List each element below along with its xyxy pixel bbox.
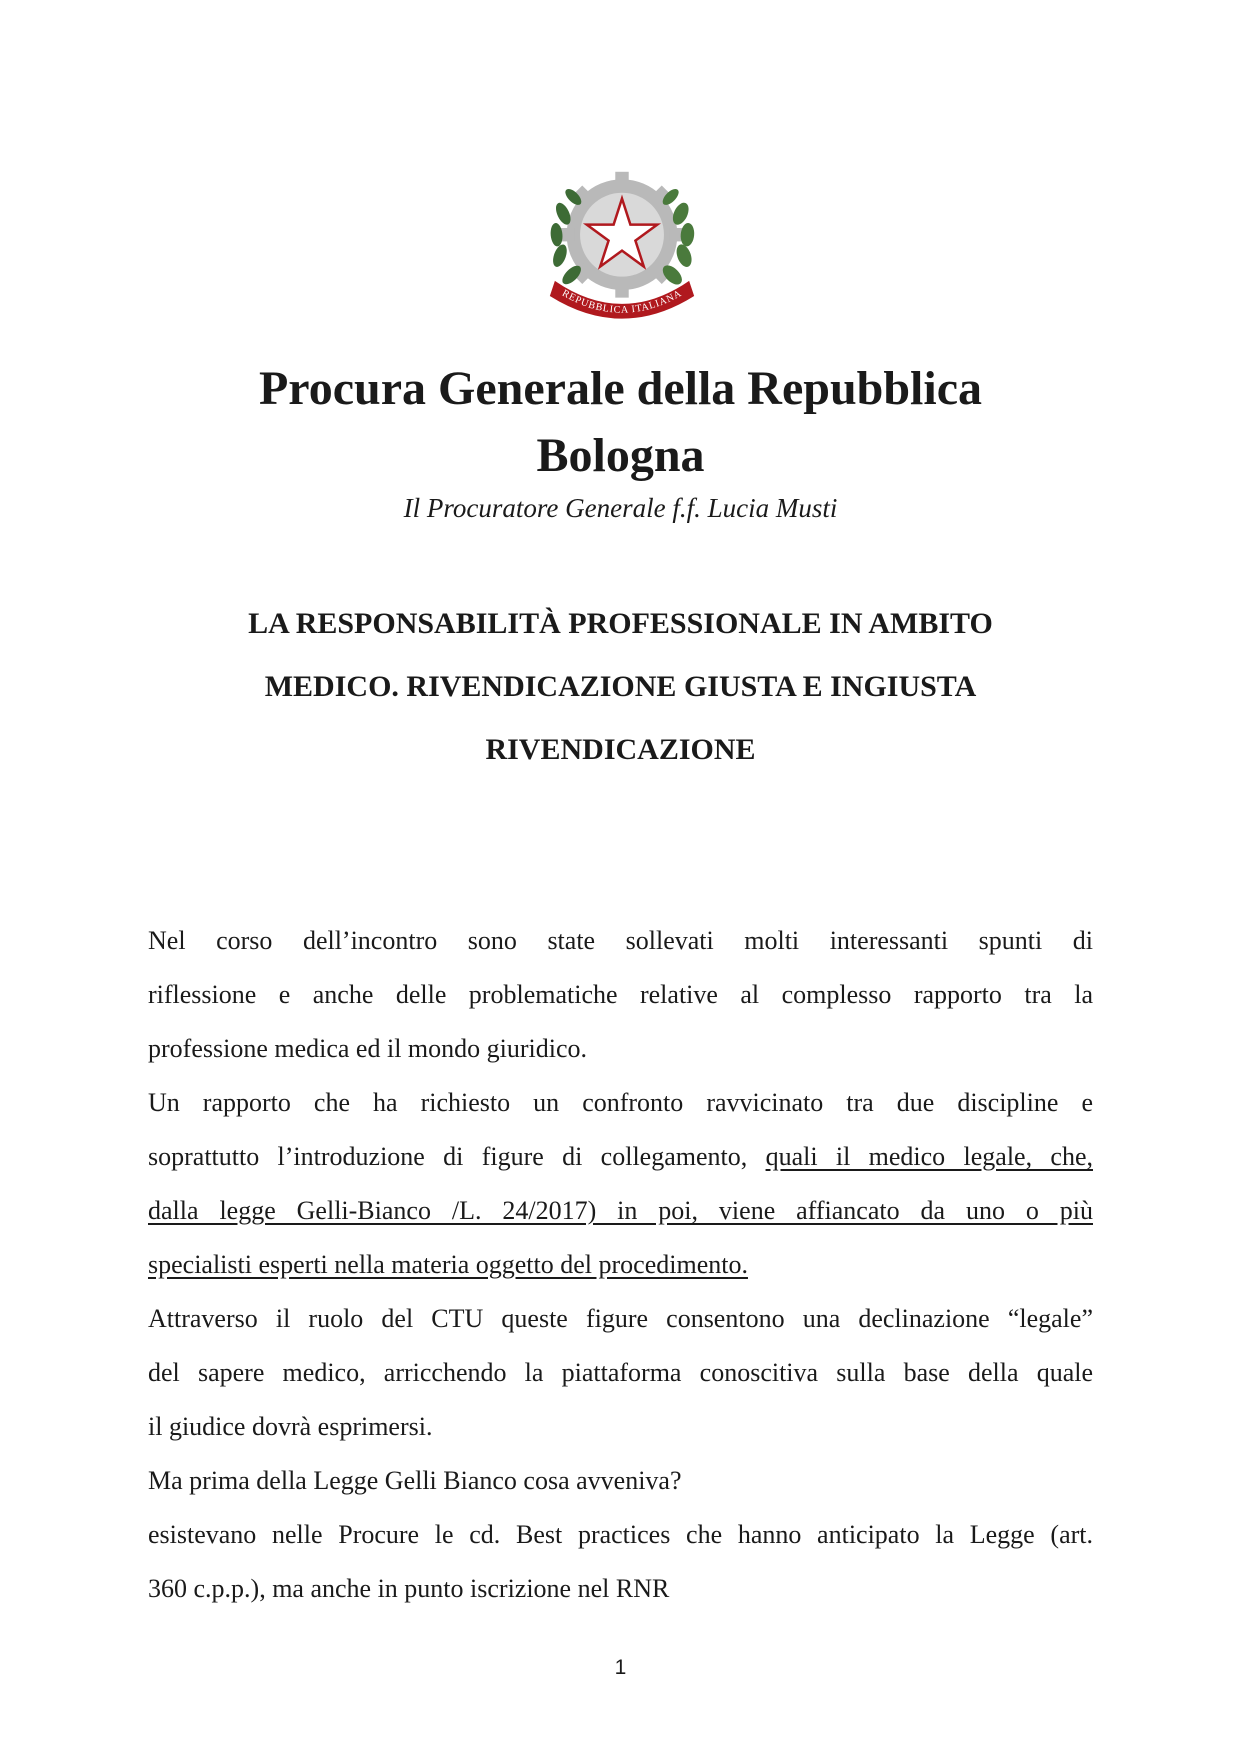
body-text-line-underlined: dalla legge Gelli-Bianco /L. 24/2017) in poi, viene affiancato da uno o più bbox=[148, 1196, 1093, 1225]
emblem-of-italy-icon bbox=[538, 155, 706, 327]
body-text-line: Nel corso dell’incontro sono state sollevati molti interessanti spunti di bbox=[148, 926, 1093, 955]
body-text-line: Ma prima della Legge Gelli Bianco cosa avveniva? bbox=[148, 1466, 682, 1495]
body-text-line: Attraverso il ruolo del CTU queste figure consentono una declinazione “legale” bbox=[148, 1304, 1093, 1333]
body-text-line: del sapere medico, arricchendo la piattaforma conoscitiva sulla base della quale bbox=[148, 1358, 1093, 1387]
office-city: Bologna bbox=[536, 429, 705, 482]
body-text-line bbox=[148, 1140, 1093, 1174]
document-title-line: LA RESPONSABILITÀ PROFESSIONALE IN AMBITO bbox=[248, 607, 993, 640]
body-text-plain: soprattutto l’introduzione di figure di collegamento, bbox=[148, 1142, 766, 1171]
body-text-line: professione medica ed il mondo giuridico. bbox=[148, 1034, 588, 1063]
body-text-line: esistevano nelle Procure le cd. Best practices che hanno anticipato la Legge (art. bbox=[148, 1520, 1093, 1549]
body-text-line: riflessione e anche delle problematiche relative al complesso rapporto tra la bbox=[148, 980, 1093, 1009]
body-text-line: il giudice dovrà esprimersi. bbox=[148, 1412, 433, 1441]
page-number: 1 bbox=[614, 1656, 627, 1679]
body-text-line-underlined: specialisti esperti nella materia oggetto del procedimento. bbox=[148, 1250, 748, 1279]
body-text-underlined: quali il medico legale, che, bbox=[765, 1142, 1093, 1171]
emblem-banner-text: REPUBBLICA ITALIANA bbox=[560, 287, 684, 316]
document-title-line: MEDICO. RIVENDICAZIONE GIUSTA E INGIUSTA bbox=[264, 670, 977, 703]
body-text-line: Un rapporto che ha richiesto un confronto ravvicinato tra due discipline e bbox=[148, 1088, 1093, 1117]
document-title-line: RIVENDICAZIONE bbox=[485, 733, 756, 766]
office-subtitle: Il Procuratore Generale f.f. Lucia Musti bbox=[403, 493, 838, 523]
body-text-line: 360 c.p.p.), ma anche in punto iscrizione nel RNR bbox=[148, 1574, 670, 1603]
office-name: Procura Generale della Repubblica bbox=[258, 362, 983, 415]
